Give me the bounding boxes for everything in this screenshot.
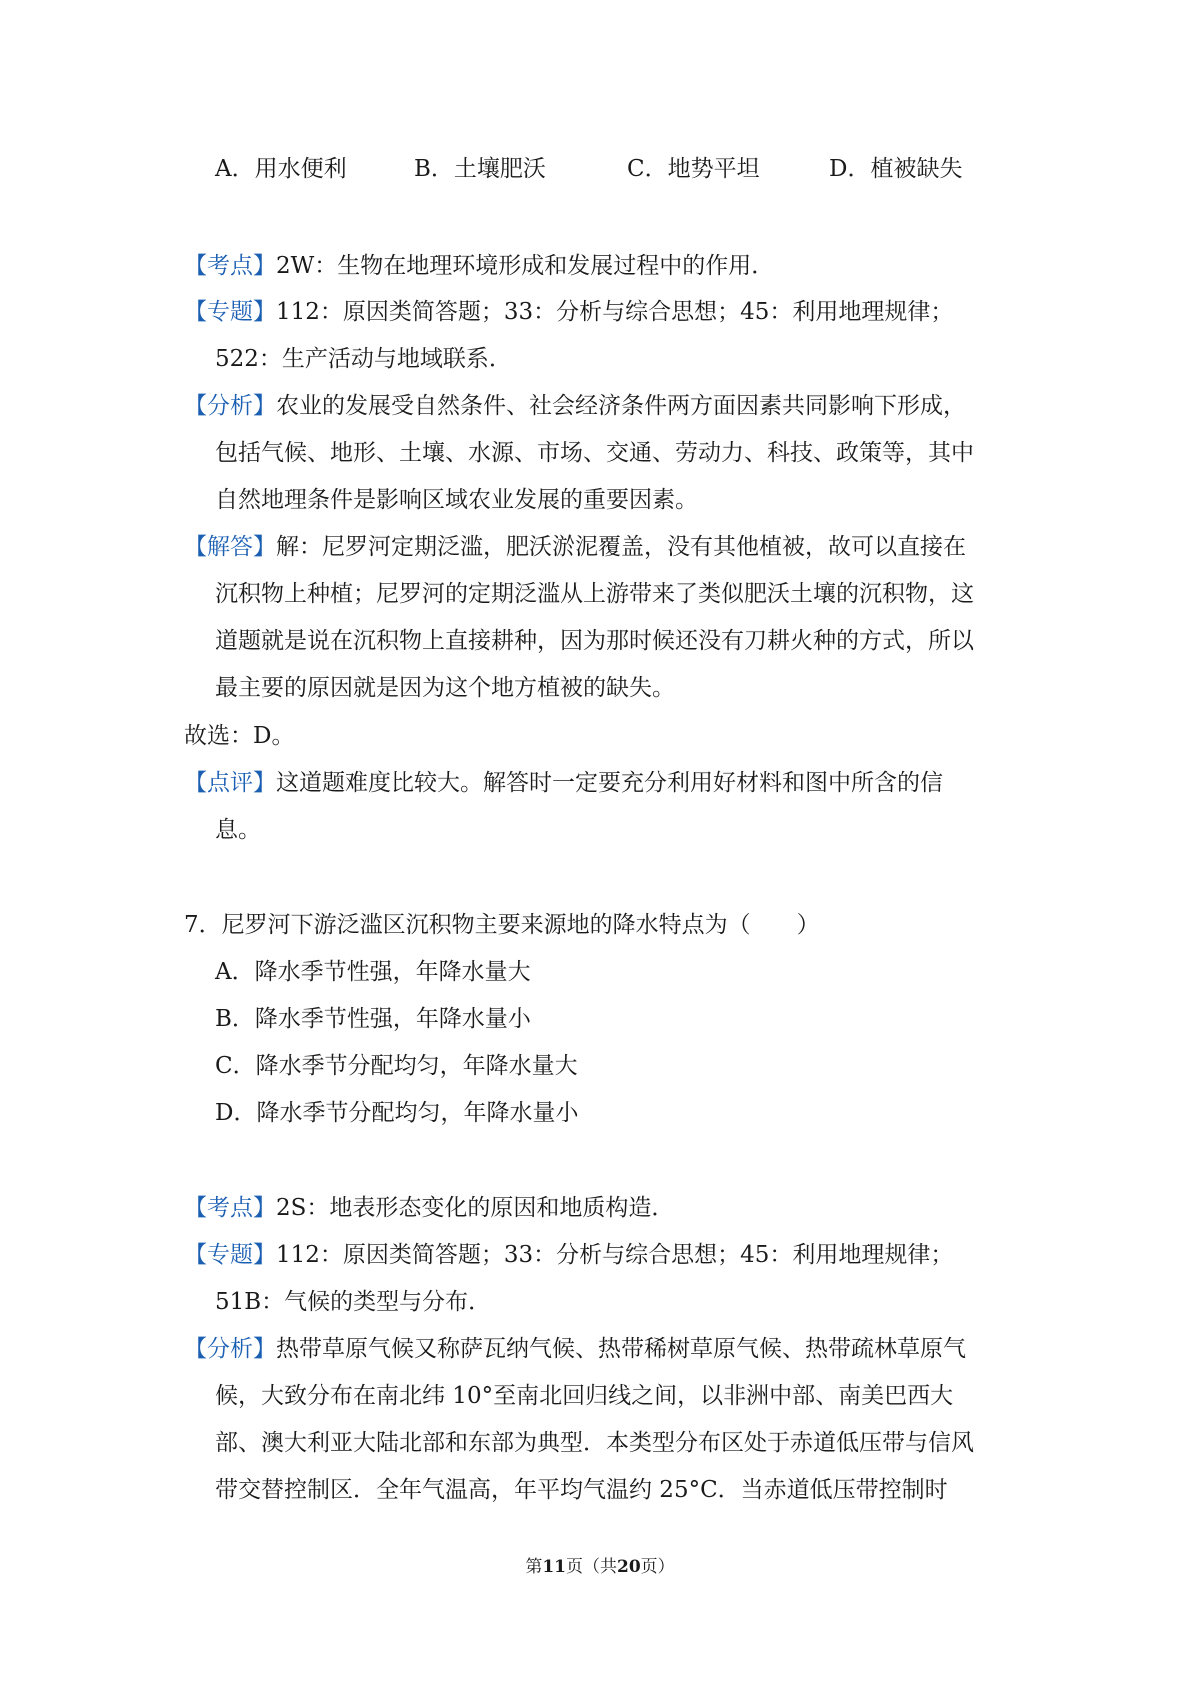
q7-fenxi-line2: 候，大致分布在南北纬 10°至南北回归线之间，以非洲中部、南美巴西大 (215, 1383, 954, 1409)
q6-jieda-line4: 最主要的原因就是因为这个地方植被的缺失。 (215, 675, 675, 701)
q6-answer: 故选：D。 (184, 723, 295, 749)
q7-fenxi-line4: 带交替控制区．全年气温高，年平均气温约 25°C．当赤道低压带控制时 (215, 1477, 948, 1503)
q6-dianping-line2: 息。 (215, 817, 261, 843)
fenxi-label: 【分析】 (184, 393, 276, 419)
q6-fenxi (184, 391, 966, 421)
q6-zhuanti (184, 297, 953, 327)
q7-fenxi-line3: 部、澳大利亚大陆北部和东部为典型．本类型分布区处于赤道低压带与信风 (215, 1430, 974, 1456)
q6-fenxi-line3: 自然地理条件是影响区域农业发展的重要因素。 (215, 487, 698, 513)
q7-zhuanti-cont: 51B：气候的类型与分布． (215, 1289, 492, 1315)
q6-kaodian (184, 251, 774, 281)
q7-fenxi (184, 1334, 966, 1364)
footer-prefix: 第 (525, 1557, 543, 1577)
fenxi-text: 热带草原气候又称萨瓦纳气候、热带稀树草原气候、热带疏林草原气 (276, 1336, 966, 1362)
fenxi-text: 农业的发展受自然条件、社会经济条件两方面因素共同影响下形成， (276, 393, 966, 419)
dianping-text: 这道题难度比较大。解答时一定要充分利用好材料和图中所含的信 (276, 770, 943, 796)
q6-jieda-line3: 道题就是说在沉积物上直接耕种，因为那时候还没有刀耕火种的方式，所以 (215, 628, 974, 654)
q6-jieda (184, 532, 966, 562)
kaodian-text: 2S：地表形态变化的原因和地质构造． (276, 1195, 675, 1221)
zhuanti-label: 【专题】 (184, 1242, 276, 1268)
jieda-text: 解：尼罗河定期泛滥，肥沃淤泥覆盖，没有其他植被，故可以直接在 (276, 534, 966, 560)
footer-total-pages: 20 (617, 1557, 641, 1577)
footer-suffix: 页） (640, 1557, 675, 1577)
kaodian-label: 【考点】 (184, 253, 276, 279)
q6-option-b: B．土壤肥沃 (414, 156, 546, 182)
footer-page-number: 11 (542, 1557, 566, 1577)
dianping-label: 【点评】 (184, 770, 276, 796)
q6-option-a: A．用水便利 (215, 156, 347, 182)
jieda-label: 【解答】 (184, 534, 276, 560)
q6-option-d: D．植被缺失 (829, 156, 963, 182)
q6-dianping (184, 768, 943, 798)
q6-option-c: C．地势平坦 (627, 156, 760, 182)
q7-kaodian (184, 1193, 674, 1223)
q7-option-a: A．降水季节性强，年降水量大 (215, 959, 531, 985)
q7-option-c: C．降水季节分配均匀，年降水量大 (215, 1053, 578, 1079)
zhuanti-text: 112：原因类简答题；33：分析与综合思想；45：利用地理规律； (276, 299, 954, 325)
q6-jieda-line2: 沉积物上种植；尼罗河的定期泛滥从上游带来了类似肥沃土壤的沉积物，这 (215, 581, 974, 607)
zhuanti-label: 【专题】 (184, 299, 276, 325)
footer-middle: 页（共 (566, 1557, 617, 1577)
kaodian-text: 2W：生物在地理环境形成和发展过程中的作用． (276, 253, 775, 279)
q7-option-d: D．降水季节分配均匀，年降水量小 (215, 1100, 579, 1126)
q7-zhuanti (184, 1240, 953, 1270)
kaodian-label: 【考点】 (184, 1195, 276, 1221)
q6-zhuanti-cont: 522：生产活动与地域联系． (215, 346, 512, 372)
q7-stem: 7．尼罗河下游泛滥区沉积物主要来源地的降水特点为（ ） (184, 912, 820, 938)
fenxi-label: 【分析】 (184, 1336, 276, 1362)
q6-fenxi-line2: 包括气候、地形、土壤、水源、市场、交通、劳动力、科技、政策等，其中 (215, 440, 974, 466)
page-footer (0, 1555, 1200, 1579)
q7-option-b: B．降水季节性强，年降水量小 (215, 1006, 531, 1032)
zhuanti-text: 112：原因类简答题；33：分析与综合思想；45：利用地理规律； (276, 1242, 954, 1268)
